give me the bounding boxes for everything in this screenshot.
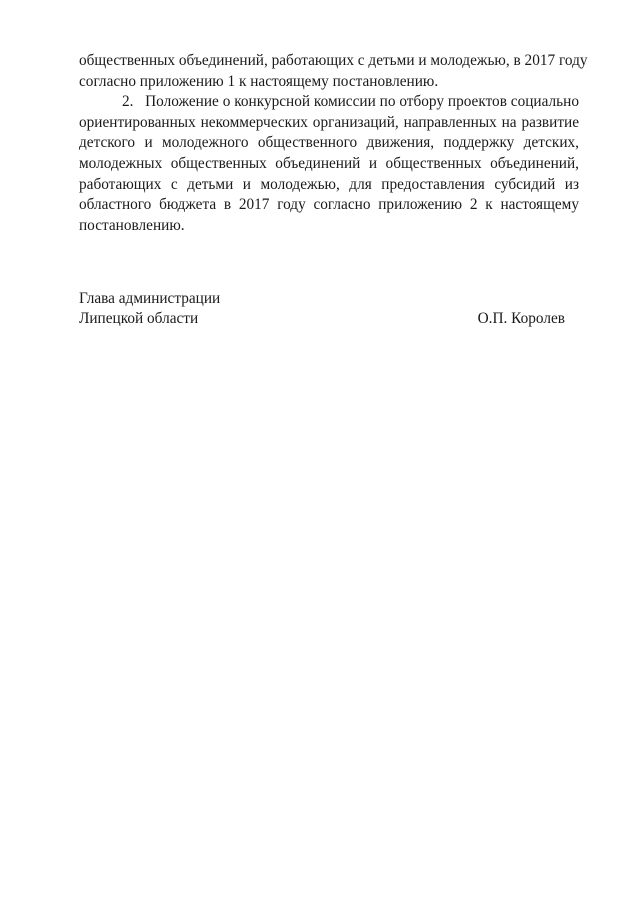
- item-2-line-4: молодежных общественных объединений и общественных объединений,: [79, 154, 579, 172]
- item-2-line-1: [79, 92, 579, 113]
- signatory-position-line-2: Липецкой области: [79, 310, 199, 327]
- item-2-line-5: работающих с детьми и молодежью, для предоставления субсидий из: [79, 175, 579, 193]
- item-2-number: 2.: [122, 93, 134, 111]
- item-2-line-1-text: Положение о конкурсной комиссии по отбору проектов социально: [145, 93, 579, 111]
- item-2-line-2: ориентированных некоммерческих организаций, направленных на развитие: [79, 113, 579, 131]
- paragraph-continuation-line-1: общественных объединений, работающих с детьми и молодежью, в 2017 году: [79, 52, 588, 69]
- paragraph-continuation-line-2: согласно приложению 1 к настоящему постановлению.: [79, 72, 439, 90]
- item-2-line-6: областного бюджета в 2017 году согласно приложению 2 к настоящему: [79, 196, 579, 214]
- item-2-line-7: постановлению.: [79, 216, 185, 234]
- item-2-line-3: детского и молодежного общественного движения, поддержку детских,: [79, 134, 579, 152]
- signature-row-2: [79, 309, 579, 329]
- signature-row-1: [79, 289, 579, 309]
- signature-block: [79, 289, 579, 329]
- signatory-name: О.П. Королев: [477, 310, 565, 327]
- signatory-position-line-1: Глава администрации: [79, 290, 221, 307]
- document-body: [79, 51, 588, 236]
